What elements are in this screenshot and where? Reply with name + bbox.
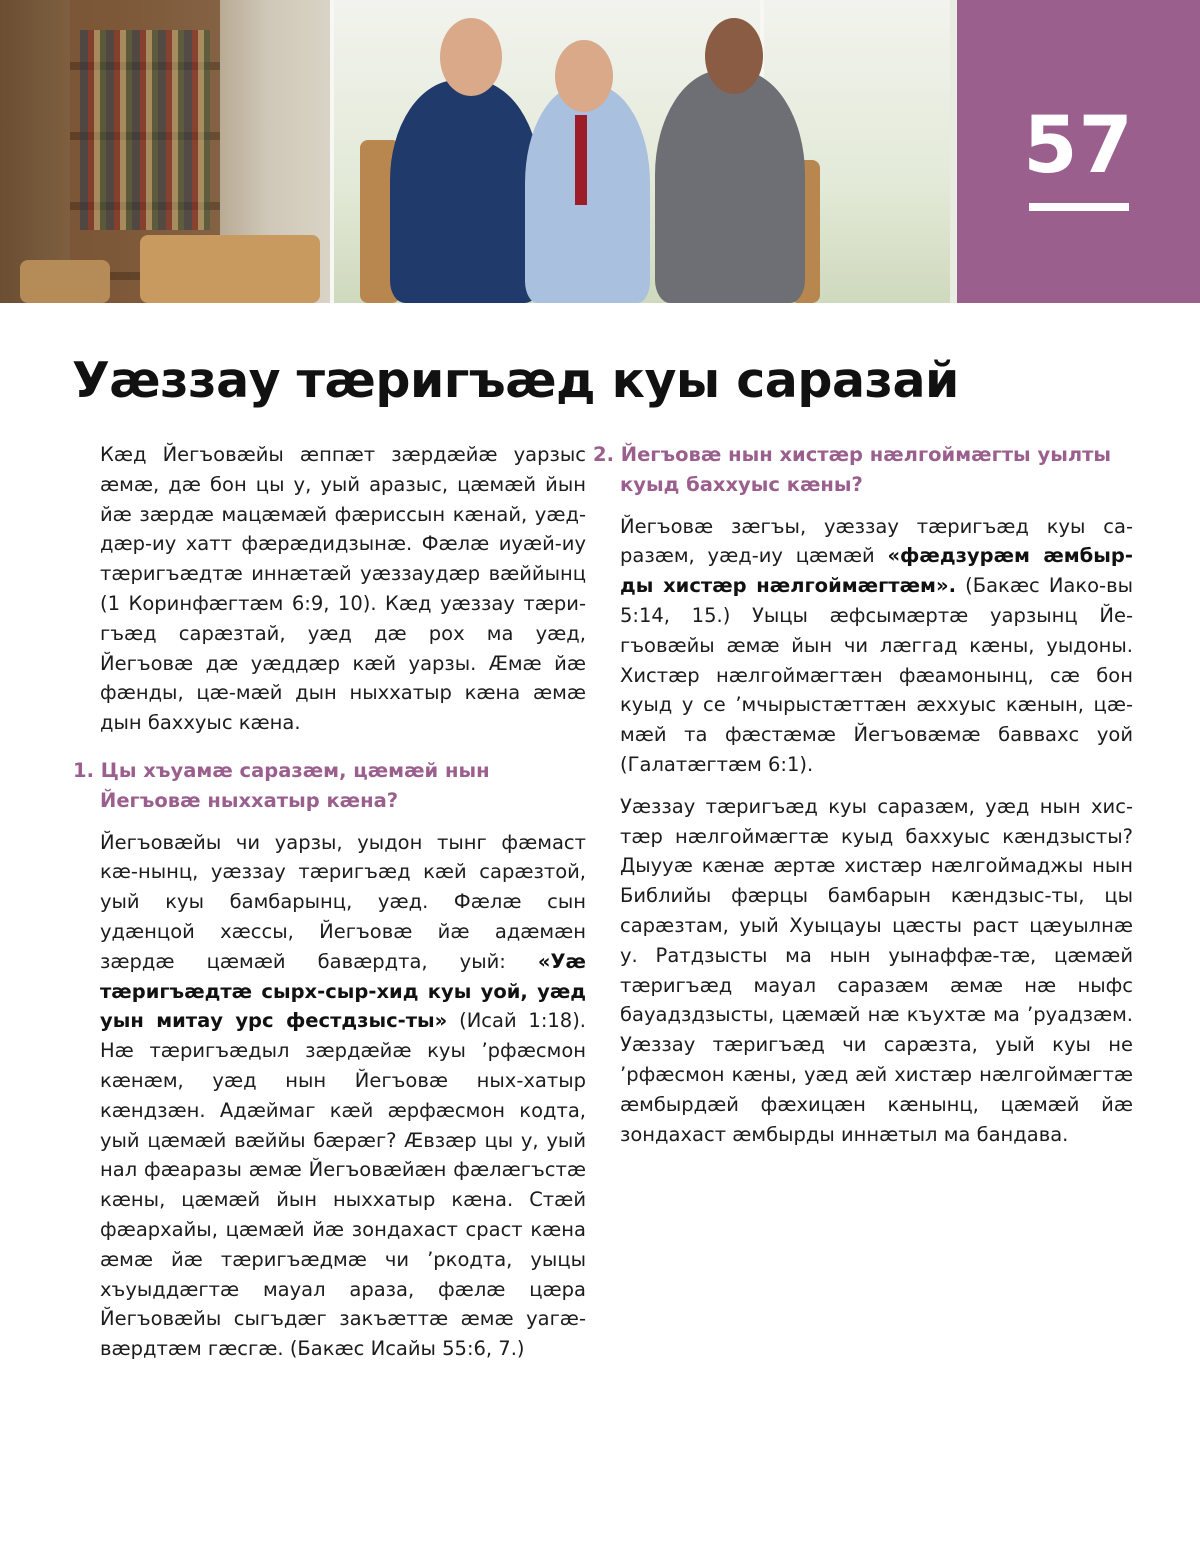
left-column — [73, 440, 587, 1376]
scripture-quote-1: «Уæ тæригъæдтæ сырх-сыр-хид куы уой, уæд уын митау урс фестдзыс-ты» — [100, 949, 586, 1033]
chair — [140, 235, 320, 303]
head-center — [555, 40, 613, 112]
answer-2-paragraph-2: Уæззау тæригъæд куы саразæм, уæд нын хис-тæр нæлгоймæгтæ куыд баххуыс кæндзысты? Дыууæ кæнæ æртæ хистæр нæлгоймаджы нын Библийы фæрцы бамбарын кæндзыс-ты, цы сарæзтам, уый Хуыцауы цæсты раст цæуылнæ у. Ратдзысты ма нын уынаффæ-тæ, цæмæй тæригъæд мауал саразæм æмæ нæ ныфс бауадздзысты, цæмæй нæ къухтæ ма ’руадзæм. Уæззау тæригъæд чи сарæзта, уый куы не ’рфæсмон кæны, уæд æй хистæр нæлгоймæгтæ æмбырдæй фæхицæн кæнынц, цæмæй йæ зондахаст æмбырды иннæтыл ма бандава. — [620, 794, 1133, 1146]
page-title: Уæззау тæригъæд куы саразай — [72, 352, 959, 409]
hero-photo — [0, 0, 957, 303]
person-center — [525, 85, 650, 303]
window-frame — [330, 0, 334, 303]
answer-2-text-a: Йегъовæ зæгъы, уæззау тæригъæд куы са-разæм, уæд-иу цæмæй — [620, 514, 1133, 568]
right-column — [593, 440, 1133, 1161]
scripture-quote-2: «фæдзурæм æмбыр-ды хистæр нæлгоймæгтæм». — [620, 544, 1133, 598]
person-right — [655, 70, 805, 303]
books — [80, 30, 210, 230]
chair — [20, 260, 110, 303]
person-left — [390, 80, 540, 303]
answer-2-text-b: (Бакæс Иако-вы 5:14, 15.) Уыцы æфсымæртæ уарзынц Йе-гъовæйы æмæ йын чи лæггад кæны, уыдоны. Хистæр нæлгоймæгтæн фæамонынц, сæ бон куыд у се ’мчырыстæттæн æххуыс кæнын, цæ-мæй та фæстæмæ Йегъовæмæ баввахс уой (Галатæгтæм 6:1). — [620, 574, 1133, 776]
question-2: 2. Йегъовæ нын хистæр нæлгоймæгты уылты куыд баххуыс кæны? — [593, 443, 1112, 496]
tie — [575, 115, 587, 205]
lesson-number-underline — [1029, 203, 1129, 211]
answer-2-paragraph — [620, 512, 1133, 780]
answer-1-paragraph — [100, 828, 586, 1364]
answer-1-text-b: (Исай 1:18). Нæ тæригъæдыл зæрдæйæ куы ’рфæсмон кæнæм, уæд нын Йегъовæ ных-хатыр кæндзæн. Адæймаг кæй æрфæсмон кодта, уый цæмæй вæййы бæрæг? Æвзæр цы у, уый нал фæаразы æмæ Йегъовæйæн фæлæгъстæ кæны, цæмæй йын ныххатыр кæна. Стæй фæархайы, цæмæй йæ зондахаст сраст кæна æмæ йæ тæригъæдмæ чи ’ркодта, уыцы хъуыддæгтæ мауал араза, фæлæ цæра Йегъовæйы сыгъдæг закъæттæ æмæ уагæ-вæрдтæм гæсгæ. (Бакæс Исайы 55:6, 7.) — [100, 1009, 587, 1361]
answer-1-text-a: Йегъовæйы чи уарзы, уыдон тынг фæмаст кæ-нынц, уæззау тæригъæд кæй сарæзтой, уый куы бамбарынц, уæд. Фæлæ сын удæнцой хæссы, Йегъовæ йæ адæмæн зæрдæ цæмæй бавæрдта, уый: — [100, 830, 586, 973]
intro-paragraph: Кæд Йегъовæйы æппæт зæрдæйæ уарзыс æмæ, дæ бон цы у, уый аразыс, цæмæй йын йæ зæрдæ мацæмæй фæриссын кæнай, уæд-дæр-иу хатт фæрæдидзынæ. Фæлæ иуæй-иу тæригъæдтæ иннæтæй уæззаудæр вæййынц (1 Коринфæгтæм 6:9, 10). Кæд уæззау тæри-гъæд сарæзтай, уæд дæ рох ма уæд, Йегъовæ дæ уæддæр кæй уарзы. Æмæ йæ фæнды, цæ-мæй дын ныххатыр кæна æмæ дын баххуыс кæна. — [100, 443, 586, 735]
lesson-number-badge — [957, 0, 1200, 303]
lesson-number: 57 — [1023, 101, 1134, 191]
head-left — [440, 18, 502, 96]
question-1: 1. Цы хъуамæ саразæм, цæмæй нын Йегъовæ ныххатыр кæна? — [73, 758, 490, 812]
head-right — [705, 18, 763, 94]
